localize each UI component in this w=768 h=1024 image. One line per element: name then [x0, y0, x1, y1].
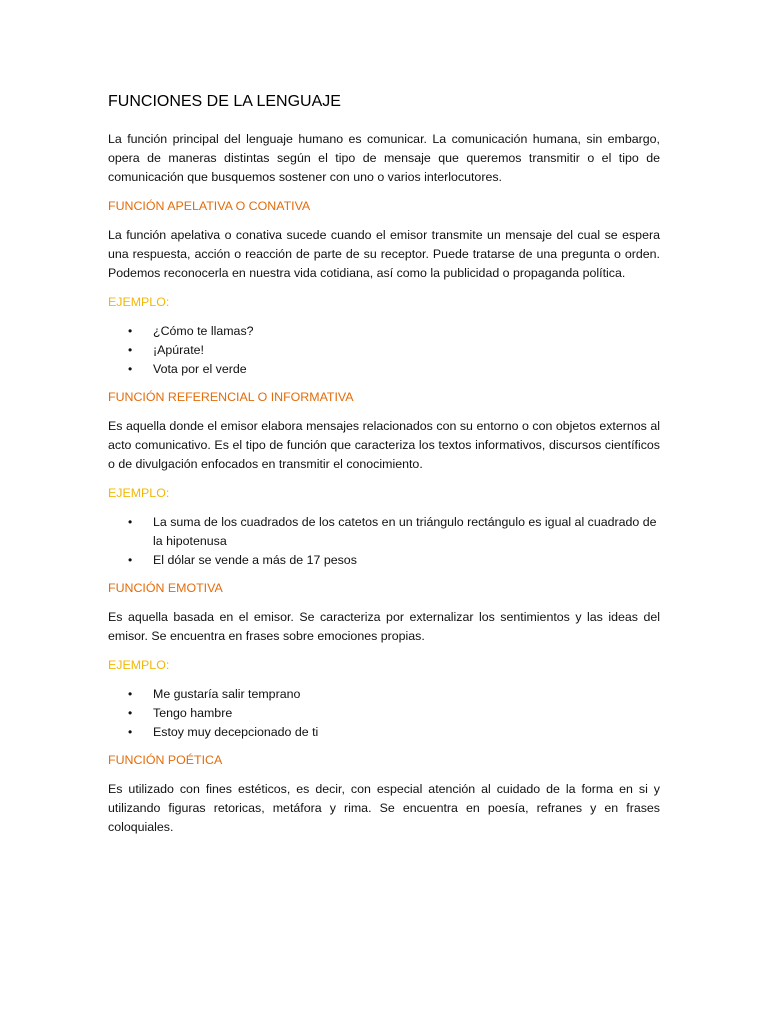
- list-item: [108, 322, 660, 341]
- section-paragraph: Es aquella donde el emisor elabora mensajes relacionados con su entorno o con objetos externos al acto comunicativo. Es el tipo de función que caracteriza los textos informativos, discursos científicos o de divulgación enfocados en transmitir el conocimiento.: [108, 419, 660, 471]
- example-heading: EJEMPLO:: [108, 486, 170, 500]
- document-title: FUNCIONES DE LA LENGUAJE: [108, 93, 341, 110]
- list-item-text: Tengo hambre: [153, 706, 233, 720]
- list-item-text: El dólar se vende a más de 17 pesos: [153, 553, 357, 567]
- section-referencial: [108, 388, 660, 570]
- bullet-icon: •: [128, 706, 133, 720]
- list-item-text: Me gustaría salir temprano: [153, 687, 301, 701]
- document-page: [108, 92, 660, 847]
- intro-paragraph: La función principal del lenguaje humano es comunicar. La comunicación humana, sin embargo, opera de maneras distintas según el tipo de mensaje que queremos transmitir o el tipo de comunicación que busquemos sostener con uno o varios interlocutores.: [108, 132, 660, 184]
- section-heading: FUNCIÓN APELATIVA O CONATIVA: [108, 199, 311, 213]
- list-item: [108, 704, 660, 723]
- list-item-text: La suma de los cuadrados de los catetos en un triángulo rectángulo es igual al cuadrado de la hipotenusa: [153, 515, 657, 548]
- list-item-text: Vota por el verde: [153, 362, 247, 376]
- list-item: [108, 513, 660, 551]
- section-heading: FUNCIÓN EMOTIVA: [108, 581, 223, 595]
- bullet-icon: •: [128, 343, 133, 357]
- section-heading: FUNCIÓN REFERENCIAL O INFORMATIVA: [108, 390, 354, 404]
- example-list: [108, 322, 660, 379]
- example-list: [108, 513, 660, 570]
- section-heading: FUNCIÓN POÉTICA: [108, 753, 223, 767]
- section-poetica: [108, 751, 660, 837]
- example-heading: EJEMPLO:: [108, 658, 170, 672]
- list-item: [108, 341, 660, 360]
- section-paragraph: Es utilizado con fines estéticos, es decir, con especial atención al cuidado de la forma en si y utilizando figuras retoricas, metáfora y rima. Se encuentra en poesía, refranes y en frases coloquiales.: [108, 782, 660, 834]
- bullet-icon: •: [128, 324, 133, 338]
- list-item: [108, 551, 660, 570]
- bullet-icon: •: [128, 362, 133, 376]
- section-emotiva: [108, 579, 660, 742]
- example-heading: EJEMPLO:: [108, 295, 170, 309]
- section-paragraph: La función apelativa o conativa sucede cuando el emisor transmite un mensaje del cual se espera una respuesta, acción o reacción de parte de su receptor. Puede tratarse de una pregunta o orden. Podemos reconocerla en nuestra vida cotidiana, así como la publicidad o propaganda política.: [108, 228, 660, 280]
- list-item-text: ¡Apúrate!: [153, 343, 204, 357]
- list-item: [108, 685, 660, 704]
- section-apelativa: [108, 197, 660, 379]
- list-item-text: ¿Cómo te llamas?: [153, 324, 254, 338]
- bullet-icon: •: [128, 725, 133, 739]
- list-item: [108, 360, 660, 379]
- example-list: [108, 685, 660, 742]
- list-item: [108, 723, 660, 742]
- section-paragraph: Es aquella basada en el emisor. Se caracteriza por externalizar los sentimientos y las ideas del emisor. Se encuentra en frases sobre emociones propias.: [108, 610, 660, 643]
- bullet-icon: •: [128, 515, 133, 529]
- bullet-icon: •: [128, 553, 133, 567]
- bullet-icon: •: [128, 687, 133, 701]
- list-item-text: Estoy muy decepcionado de ti: [153, 725, 319, 739]
